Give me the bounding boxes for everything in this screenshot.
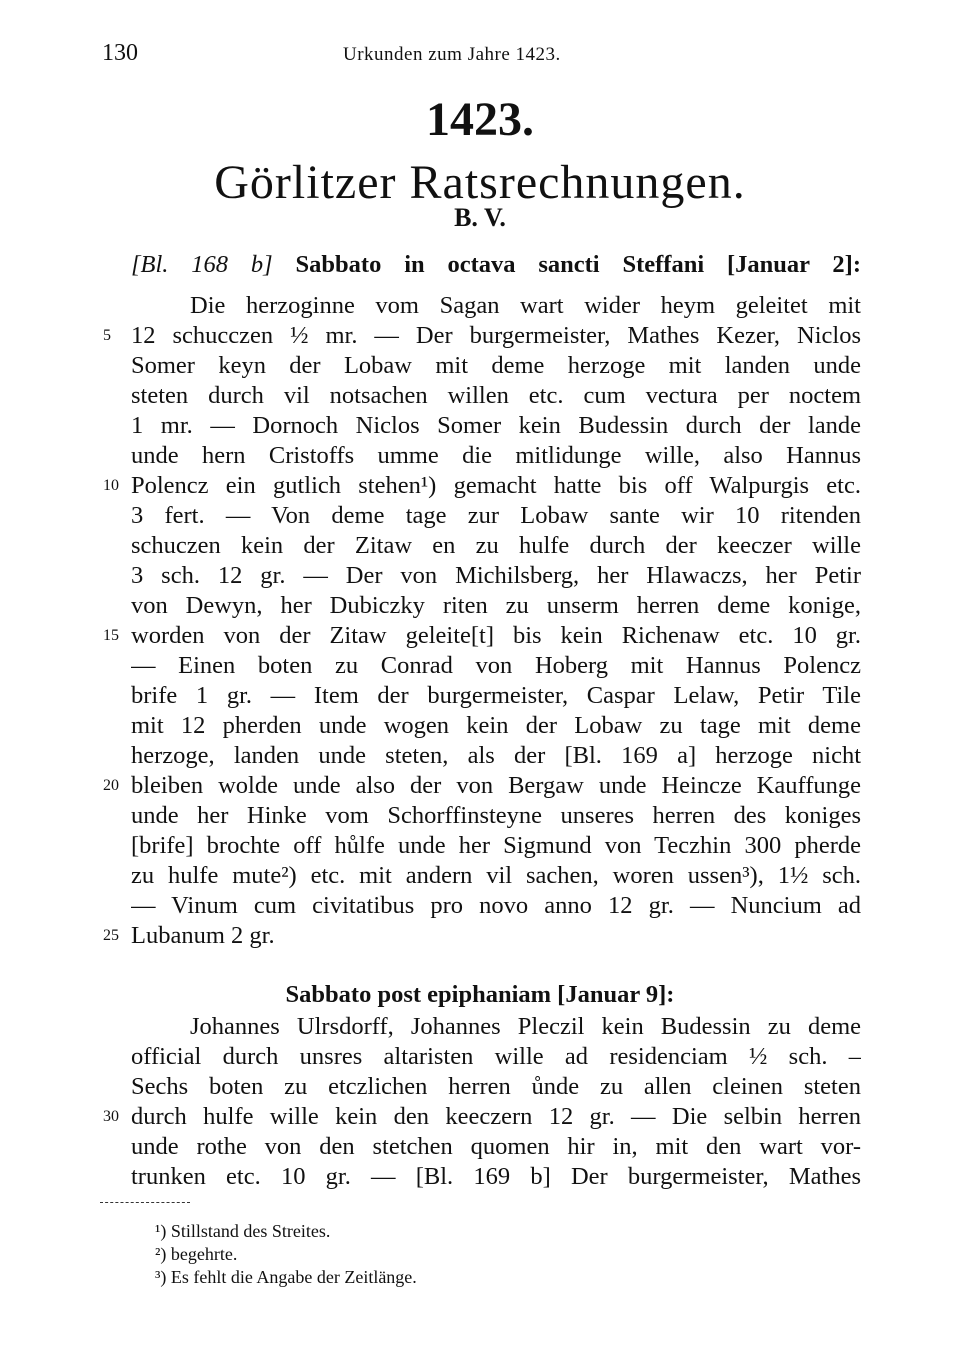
text-line: unde hern Cristoffs umme die mitlidunge wille, also Hannus [131,442,861,469]
text-line: schuczen kein der Zitaw en zu hulfe durch der keeczer wille [131,532,861,559]
page-number: 130 [102,40,138,66]
text-line: worden von der Zitaw geleite[t] bis kein Richenaw etc. 10 gr. [131,622,861,649]
document-title: Görlitzer Ratsrechnungen. [214,156,746,209]
footnote: ²) begehrte. [155,1244,238,1264]
section-heading-2: Sabbato post epiphaniam [Januar 9]: [285,981,675,1008]
year-heading: 1423. [426,93,534,146]
text-line: bleiben wolde unde also der von Bergaw unde Heincze Kauffunge [131,772,861,799]
section-title: Sabbato in octava sancti Steffani [Januar 2]: [295,251,862,278]
folio-reference: [Bl. 168 b] [131,251,273,278]
line-number: 20 [103,777,119,794]
text-line: zu hulfe mute²) etc. mit andern vil sachen, woren ussen³), 1½ sch. [131,862,861,889]
text-line: — Einen boten zu Conrad von Hoberg mit Hannus Polencz [131,652,861,679]
text-line: trunken etc. 10 gr. — [Bl. 169 b] Der burgermeister, Mathes [131,1163,861,1190]
text-line: unde her Hinke vom Schorffinsteyne unseres herren des koniges [131,802,861,829]
section-heading-1 [131,250,861,280]
running-title: Urkunden zum Jahre 1423. [343,44,561,65]
volume-label: B. V. [454,203,506,232]
text-line: 3 fert. — Von deme tage zur Lobaw sante wir 10 ritenden [131,502,861,529]
line-number: 30 [103,1108,119,1125]
text-line: Somer keyn der Lobaw mit deme herzoge mit landen unde [131,352,861,379]
text-line: — Vinum cum civitatibus pro novo anno 12 gr. — Nuncium ad [131,892,861,919]
text-line: Johannes Ulrsdorff, Johannes Pleczil kein Budessin zu deme [190,1013,861,1040]
line-number: 10 [103,477,119,494]
text-line: Die herzoginne vom Sagan wart wider heym geleitet mit [190,292,861,319]
text-line: steten durch vil notsachen willen etc. cum vectura per noctem [131,382,861,409]
line-number: 15 [103,627,119,644]
text-line: Lubanum 2 gr. [131,922,275,949]
footnote-divider [100,1202,190,1203]
text-line: Sechs boten zu etczlichen herren ůnde zu allen cleinen steten [131,1073,861,1100]
footnote: ¹) Stillstand des Streites. [155,1221,331,1241]
text-line: official durch unsres altaristen wille ad residenciam ½ sch. – [131,1043,861,1070]
text-line: unde rothe von den stetchen quomen hir in, mit den wart vor- [131,1133,861,1160]
running-head [0,40,960,70]
text-line: 3 sch. 12 gr. — Der von Michilsberg, her Hlawaczs, her Petir [131,562,861,589]
text-line: Polencz ein gutlich stehen¹) gemacht hatte bis off Walpurgis etc. [131,472,861,499]
line-number: 25 [103,927,119,944]
footnote: ³) Es fehlt die Angabe der Zeitlänge. [155,1267,417,1287]
text-line: von Dewyn, her Dubiczky riten zu unserm herren deme konige, [131,592,861,619]
text-line: durch hulfe wille kein den keeczern 12 gr. — Die selbin herren [131,1103,861,1130]
text-line: mit 12 pherden unde wogen kein der Lobaw zu tage mit deme [131,712,861,739]
line-number: 5 [103,327,111,344]
text-line: herzoge, landen unde steten, als der [Bl. 169 a] herzoge nicht [131,742,861,769]
text-line: 1 mr. — Dornoch Niclos Somer kein Budessin durch der lande [131,412,861,439]
text-line: 12 schucczen ½ mr. — Der burgermeister, Mathes Kezer, Niclos [131,322,861,349]
text-line: [brife] brochte off hůlfe unde her Sigmund von Teczhin 300 pherde [131,832,861,859]
text-line: brife 1 gr. — Item der burgermeister, Caspar Lelaw, Petir Tile [131,682,861,709]
